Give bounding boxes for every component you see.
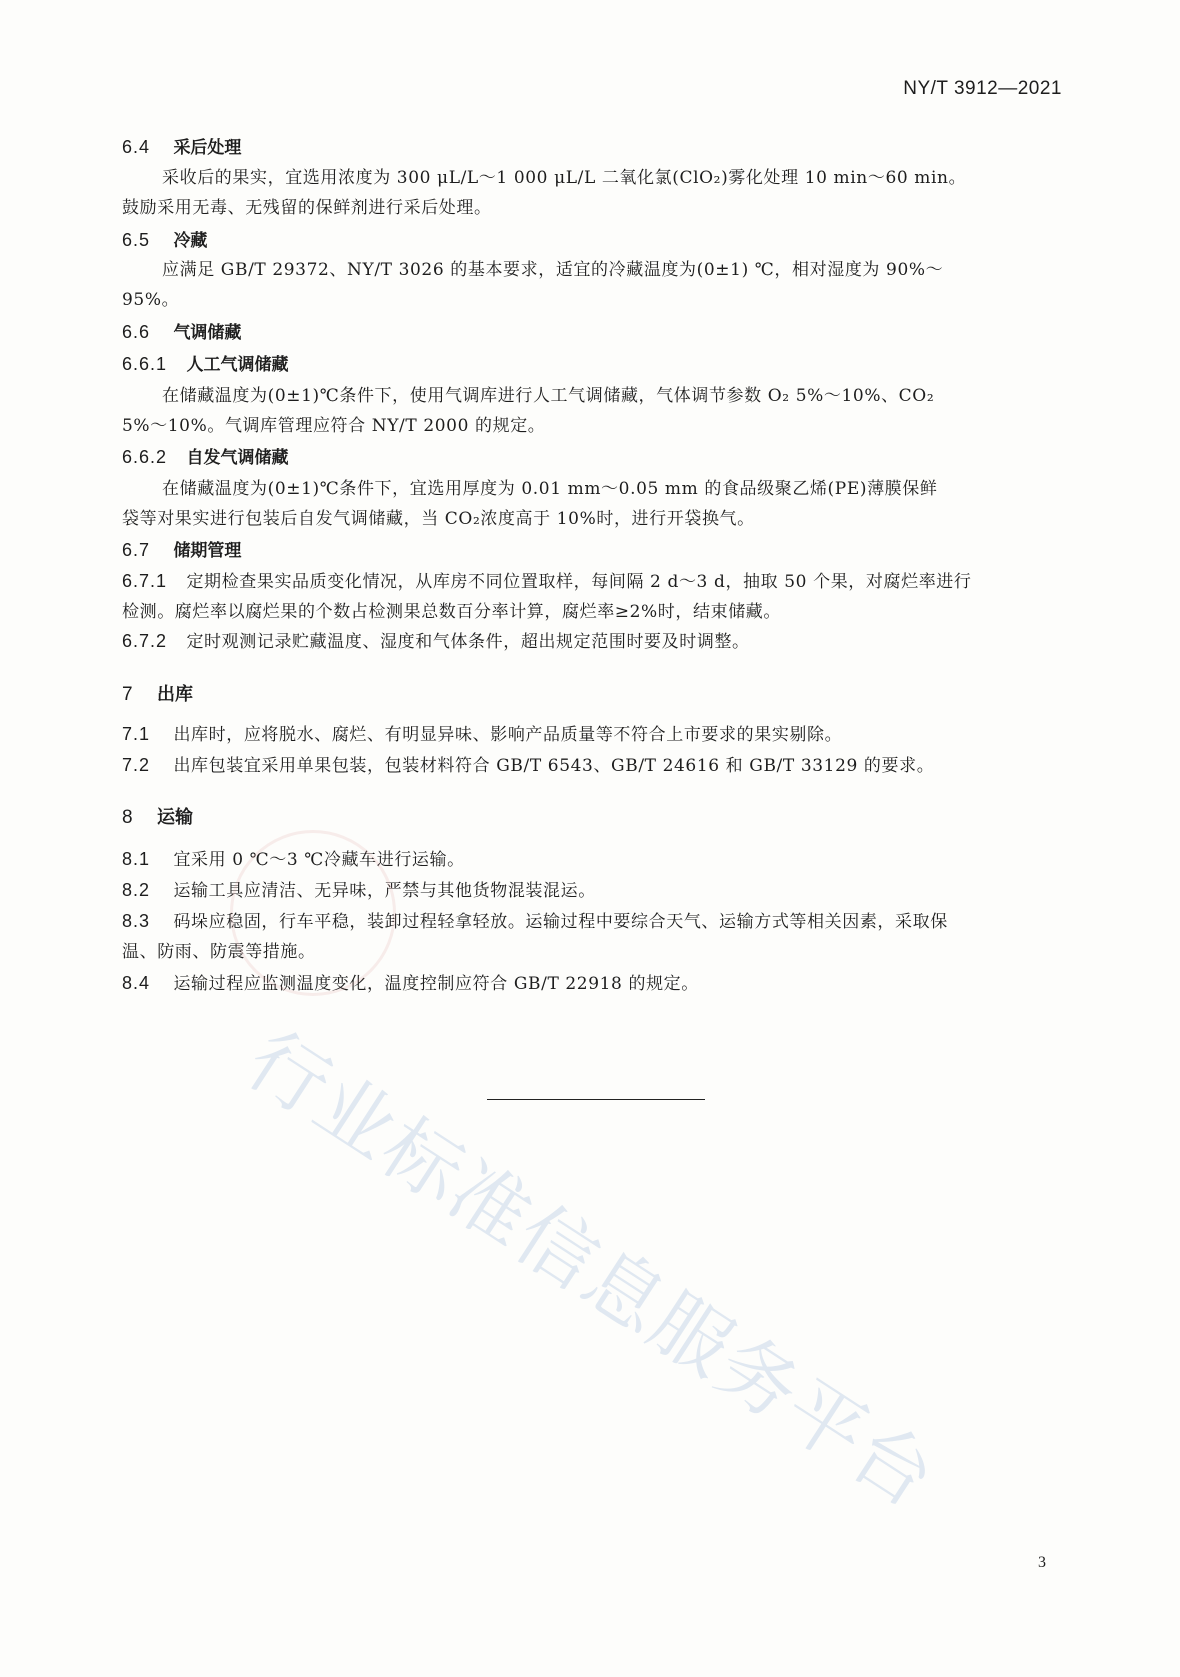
paragraph-6-6-2-line-1: 在储藏温度为(0±1)℃条件下，宜选用厚度为 0.01 mm～0.05 mm 的食品级聚乙烯(PE)薄膜保鲜 <box>162 479 938 499</box>
paragraph-6-5-line-1: 应满足 GB/T 29372、NY/T 3026 的基本要求，适宜的冷藏温度为(0±1) ℃，相对湿度为 90%～ <box>162 260 944 280</box>
heading-number: 6.4 <box>122 137 151 157</box>
paragraph-6-4-line-1: 采收后的果实，宜选用浓度为 300 μL/L～1 000 μL/L 二氧化氯(ClO₂)雾化处理 10 min～60 min。 <box>162 168 967 188</box>
paragraph-6-5-line-2: 95%。 <box>122 290 180 310</box>
clause-6-7-2 <box>122 627 750 652</box>
heading-title: 采后处理 <box>173 138 242 158</box>
heading-number: 6.6.1 <box>122 354 168 374</box>
heading-6-6 <box>122 318 241 343</box>
section-title: 出库 <box>156 684 193 705</box>
heading-6-5 <box>122 226 207 251</box>
clause-text: 运输过程应监测温度变化，温度控制应符合 GB/T 22918 的规定。 <box>173 974 699 994</box>
heading-6-4 <box>122 133 241 158</box>
heading-number: 6.5 <box>122 230 151 250</box>
heading-title: 冷藏 <box>173 231 208 251</box>
document-code: NY/T 3912—2021 <box>903 78 1062 99</box>
clause-number: 8.3 <box>122 911 151 931</box>
section-number: 7 <box>122 684 134 705</box>
section-8-heading <box>122 803 193 829</box>
heading-6-6-2 <box>122 443 288 468</box>
clause-number: 8.4 <box>122 973 151 993</box>
heading-title: 自发气调储藏 <box>186 448 289 468</box>
clause-number: 6.7.2 <box>122 631 168 651</box>
heading-number: 6.6.2 <box>122 447 168 467</box>
paragraph-6-6-2-line-2: 袋等对果实进行包装后自发气调储藏，当 CO₂浓度高于 10%时，进行开袋换气。 <box>122 509 755 529</box>
clause-6-7-1-line-2: 检测。腐烂率以腐烂果的个数占检测果总数百分率计算，腐烂率≥2%时，结束储藏。 <box>122 602 782 622</box>
section-7-heading <box>122 680 193 706</box>
clause-8-4 <box>122 969 699 994</box>
end-of-text-rule <box>487 1099 705 1100</box>
clause-text: 定时观测记录贮藏温度、湿度和气体条件，超出规定范围时要及时调整。 <box>186 632 750 652</box>
clause-text-line-1: 定期检查果实品质变化情况，从库房不同位置取样，每间隔 2 d～3 d，抽取 50 个果，对腐烂率进行 <box>186 572 972 592</box>
heading-6-6-1 <box>122 350 288 375</box>
paragraph-6-6-1-line-1: 在储藏温度为(0±1)℃条件下，使用气调库进行人工气调储藏，气体调节参数 O₂ 5%～10%、CO₂ <box>162 386 935 406</box>
section-number: 8 <box>122 807 134 828</box>
clause-text: 宜采用 0 ℃～3 ℃冷藏车进行运输。 <box>173 850 465 870</box>
heading-6-7 <box>122 536 241 561</box>
clause-text: 运输工具应清洁、无异味，严禁与其他货物混装混运。 <box>173 881 596 901</box>
clause-text-line-1: 码垛应稳固，行车平稳，装卸过程轻拿轻放。运输过程中要综合天气、运输方式等相关因素，采取保 <box>173 912 948 932</box>
clause-number: 8.1 <box>122 849 151 869</box>
paragraph-6-6-1-line-2: 5%～10%。气调库管理应符合 NY/T 2000 的规定。 <box>122 416 546 436</box>
clause-number: 8.2 <box>122 880 151 900</box>
clause-text: 出库包装宜采用单果包装，包装材料符合 GB/T 6543、GB/T 24616 和 GB/T 33129 的要求。 <box>173 756 935 776</box>
clause-7-2 <box>122 751 934 776</box>
watermark: 行业标准信息服务平台 <box>231 1015 952 1527</box>
heading-title: 人工气调储藏 <box>186 355 289 375</box>
clause-8-3-line-2: 温、防雨、防震等措施。 <box>122 942 316 962</box>
heading-title: 储期管理 <box>173 541 242 561</box>
clause-text: 出库时，应将脱水、腐烂、有明显异味、影响产品质量等不符合上市要求的果实剔除。 <box>173 725 843 745</box>
page-number: 3 <box>1038 1554 1046 1571</box>
clause-number: 6.7.1 <box>122 571 168 591</box>
heading-number: 6.6 <box>122 322 151 342</box>
clause-6-7-1 <box>122 567 972 592</box>
heading-title: 气调储藏 <box>173 323 242 343</box>
clause-number: 7.1 <box>122 724 151 744</box>
paragraph-6-4-line-2: 鼓励采用无毒、无残留的保鲜剂进行采后处理。 <box>122 198 492 218</box>
faint-stamp-mark <box>230 830 396 996</box>
clause-7-1 <box>122 720 842 745</box>
clause-number: 7.2 <box>122 755 151 775</box>
heading-number: 6.7 <box>122 540 151 560</box>
section-title: 运输 <box>156 807 193 828</box>
